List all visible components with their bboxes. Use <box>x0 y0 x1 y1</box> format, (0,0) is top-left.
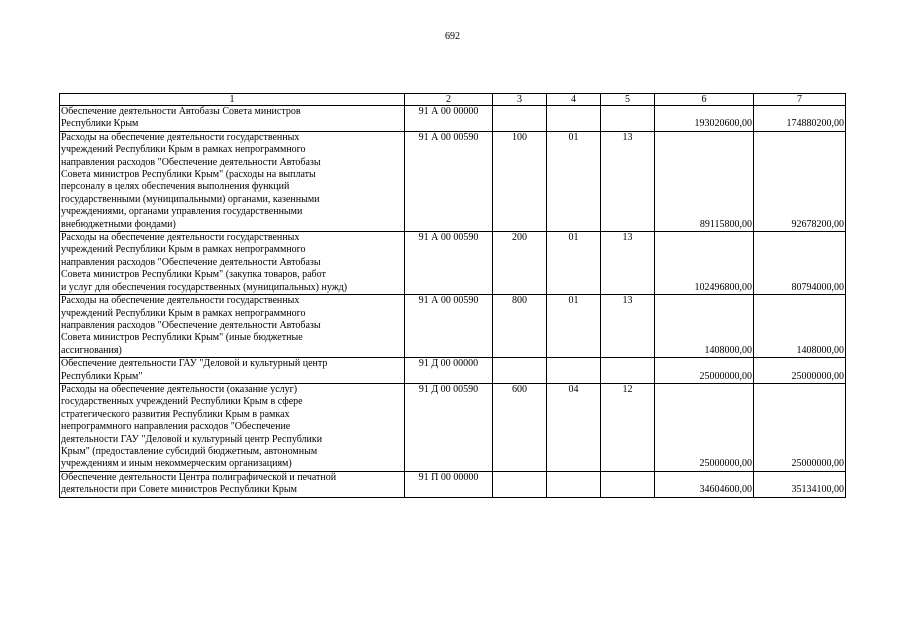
row-classification-code: 91 А 00 00590 <box>405 131 493 231</box>
budget-table <box>59 93 846 498</box>
row-description: Расходы на обеспечение деятельности (оказание услуг) государственных учреждений Республики Крым в сфере стратегического развития Республики Крым в рамках непрограммного направления расходов "Обеспечение деятельности ГАУ "Деловой и культурный центр Республики Крым" (предоставление субсидий бюджетным, автономным учреждениям и иным некоммерческим организациям) <box>60 383 405 471</box>
row-amount-col-7: 25000000,00 <box>754 383 846 471</box>
row-subsection: 13 <box>601 232 655 295</box>
table-row <box>60 295 846 358</box>
header-col-5: 5 <box>601 94 655 106</box>
row-section: 01 <box>547 295 601 358</box>
row-section: 01 <box>547 232 601 295</box>
table-row <box>60 358 846 384</box>
row-subsection: 13 <box>601 295 655 358</box>
row-classification-code: 91 Д 00 00000 <box>405 358 493 384</box>
row-section: 01 <box>547 131 601 231</box>
row-amount-col-7: 1408000,00 <box>754 295 846 358</box>
row-subsection: 13 <box>601 131 655 231</box>
row-amount-col-6: 193020600,00 <box>655 106 754 132</box>
row-amount-col-6: 102496800,00 <box>655 232 754 295</box>
row-expense-type <box>493 106 547 132</box>
row-expense-type: 800 <box>493 295 547 358</box>
row-section: 04 <box>547 383 601 471</box>
row-amount-col-6: 25000000,00 <box>655 358 754 384</box>
header-col-4: 4 <box>547 94 601 106</box>
row-description: Расходы на обеспечение деятельности государственных учреждений Республики Крым в рамках непрограммного направления расходов "Обеспечение деятельности Автобазы Совета министров Республики Крым" (расходы на выплаты персоналу в целях обеспечения выполнения функций государственными (муниципальными) органами, казенными учреждениями, органами управления государственными внебюджетными фондами) <box>60 131 405 231</box>
row-classification-code: 91 А 00 00590 <box>405 232 493 295</box>
row-classification-code: 91 А 00 00590 <box>405 295 493 358</box>
table-row <box>60 131 846 231</box>
row-amount-col-7: 92678200,00 <box>754 131 846 231</box>
header-col-6: 6 <box>655 94 754 106</box>
header-col-3: 3 <box>493 94 547 106</box>
page-number: 692 <box>445 31 460 42</box>
row-amount-col-7: 174880200,00 <box>754 106 846 132</box>
row-expense-type: 200 <box>493 232 547 295</box>
row-subsection: 12 <box>601 383 655 471</box>
row-description: Обеспечение деятельности ГАУ "Деловой и культурный центр Республики Крым" <box>60 358 405 384</box>
row-amount-col-6: 1408000,00 <box>655 295 754 358</box>
table-row <box>60 106 846 132</box>
row-amount-col-7: 25000000,00 <box>754 358 846 384</box>
header-col-1: 1 <box>60 94 405 106</box>
row-expense-type <box>493 358 547 384</box>
row-subsection <box>601 471 655 497</box>
row-section <box>547 471 601 497</box>
row-amount-col-6: 25000000,00 <box>655 383 754 471</box>
row-section <box>547 358 601 384</box>
row-description: Расходы на обеспечение деятельности государственных учреждений Республики Крым в рамках непрограммного направления расходов "Обеспечение деятельности Автобазы Совета министров Республики Крым" (закупка товаров, работ и услуг для обеспечения государственных (муниципальных) нужд) <box>60 232 405 295</box>
row-amount-col-6: 34604600,00 <box>655 471 754 497</box>
table-row <box>60 383 846 471</box>
row-classification-code: 91 А 00 00000 <box>405 106 493 132</box>
row-description: Обеспечение деятельности Автобазы Совета министров Республики Крым <box>60 106 405 132</box>
row-amount-col-7: 35134100,00 <box>754 471 846 497</box>
row-classification-code: 91 Д 00 00590 <box>405 383 493 471</box>
row-amount-col-6: 89115800,00 <box>655 131 754 231</box>
row-description: Расходы на обеспечение деятельности государственных учреждений Республики Крым в рамках непрограммного направления расходов "Обеспечение деятельности Автобазы Совета министров Республики Крым" (иные бюджетные ассигнования) <box>60 295 405 358</box>
row-section <box>547 106 601 132</box>
row-expense-type: 600 <box>493 383 547 471</box>
row-classification-code: 91 П 00 00000 <box>405 471 493 497</box>
row-expense-type: 100 <box>493 131 547 231</box>
table-row <box>60 232 846 295</box>
row-subsection <box>601 358 655 384</box>
header-col-7: 7 <box>754 94 846 106</box>
table-header-row <box>60 94 846 106</box>
row-description: Обеспечение деятельности Центра полиграфической и печатной деятельности при Совете министров Республики Крым <box>60 471 405 497</box>
table-row <box>60 471 846 497</box>
header-col-2: 2 <box>405 94 493 106</box>
row-expense-type <box>493 471 547 497</box>
row-amount-col-7: 80794000,00 <box>754 232 846 295</box>
row-subsection <box>601 106 655 132</box>
